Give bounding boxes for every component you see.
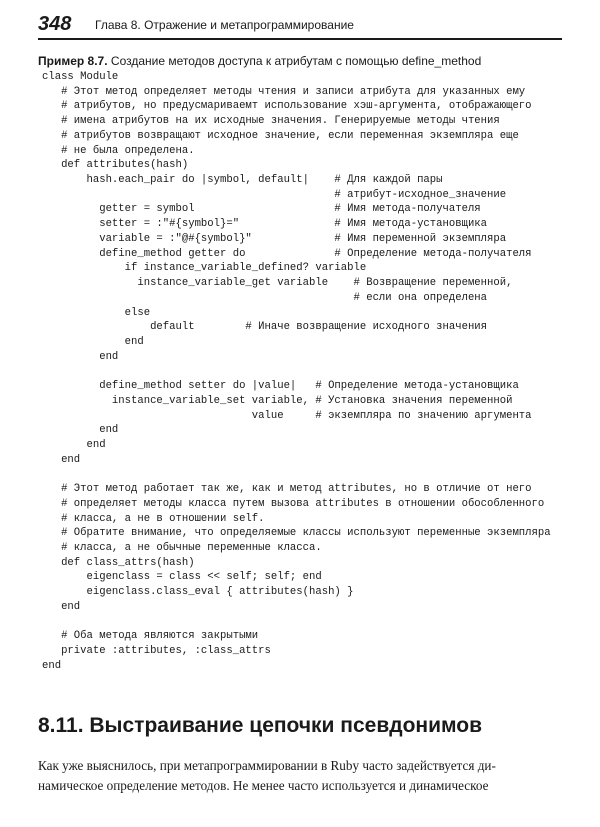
code-line: class Module <box>42 71 119 83</box>
code-line: # Оба метода являются закрытыми <box>42 630 259 643</box>
code-line: hash.each_pair do |symbol, default| # Для каждой пары <box>42 174 443 187</box>
code-line: getter = symbol # Имя метода-получателя <box>42 203 481 216</box>
section-heading: 8.11. Выстраивание цепочки псевдонимов <box>38 714 483 737</box>
code-line: eigenclass = class << self; self; end <box>42 571 322 584</box>
code-line: # атрибутов возвращают исходное значение, если переменная экземпляра еще <box>42 129 519 142</box>
code-line: # если она определена <box>42 291 488 304</box>
code-line: def class_attrs(hash) <box>42 556 195 569</box>
code-line: value # экземпляра по значению аргумента <box>42 409 532 422</box>
code-line: # Этот метод работает так же, как и метод attributes, но в отличие от него <box>42 483 532 496</box>
running-head: Глава 8. Отражение и метапрограммирование <box>95 18 354 32</box>
code-line: end <box>42 424 119 437</box>
code-line: default # Иначе возвращение исходного значения <box>42 321 488 334</box>
code-line: private :attributes, :class_attrs <box>42 645 271 658</box>
paragraph-line: Как уже выяснилось, при метапрограммировании в Ruby часто задействуется ди- <box>38 758 496 773</box>
code-line: define_method getter do # Определение метода-получателя <box>42 247 532 260</box>
code-line: eigenclass.class_eval { attributes(hash) } <box>42 586 354 599</box>
code-line: setter = :"#{symbol}=" # Имя метода-установщика <box>42 218 488 231</box>
code-line: else <box>42 306 151 319</box>
page-number: 348 <box>38 13 72 35</box>
code-line <box>42 364 582 379</box>
code-line: if instance_variable_defined? variable <box>42 262 367 275</box>
code-line: end <box>42 600 81 613</box>
code-line: # атрибут-исходное_значение <box>42 188 507 201</box>
code-line: end <box>42 335 144 348</box>
code-line: instance_variable_get variable # Возвращение переменной, <box>42 277 513 290</box>
code-line: variable = :"@#{symbol}" # Имя переменной экземпляра <box>42 232 507 245</box>
code-line: # имена атрибутов на их исходные значения. Генерируемые методы чтения <box>42 115 500 128</box>
code-line: def attributes(hash) <box>42 159 189 172</box>
listing-title: Создание методов доступа к атрибутам с помощью define_method <box>110 54 482 68</box>
paragraph-line: намическое определение методов. Не менее часто используется и динамическое <box>38 778 489 793</box>
code-line: end <box>42 438 106 451</box>
code-line: # не была определена. <box>42 144 195 157</box>
code-line: # Этот метод определяет методы чтения и записи атрибута для указанных ему <box>42 85 526 98</box>
code-line: instance_variable_set variable, # Установка значения переменной <box>42 394 513 407</box>
code-line: # определяет методы класса путем вызова attributes в отношении обособленного <box>42 497 545 510</box>
listing-label: Пример 8.7. <box>38 54 108 68</box>
listing-caption <box>38 53 568 69</box>
code-line: # класса, а не обычные переменные класса. <box>42 542 322 554</box>
code-line: # Обратите внимание, что определяемые классы используют переменные экземпляра <box>42 527 551 540</box>
code-line: # класса, а не в отношении self. <box>42 512 265 525</box>
code-listing <box>42 70 582 673</box>
code-line: define_method setter do |value| # Определение метода-установщика <box>42 380 519 393</box>
code-line: end <box>42 350 119 363</box>
page-header <box>38 12 562 40</box>
code-line: end <box>42 453 81 466</box>
body-paragraph <box>38 756 562 796</box>
code-line <box>42 467 582 482</box>
code-line: # атрибутов, но предусмариваемт использование хэш-аргумента, отображающего <box>42 100 532 113</box>
code-line <box>42 615 582 630</box>
code-line: end <box>42 659 62 672</box>
